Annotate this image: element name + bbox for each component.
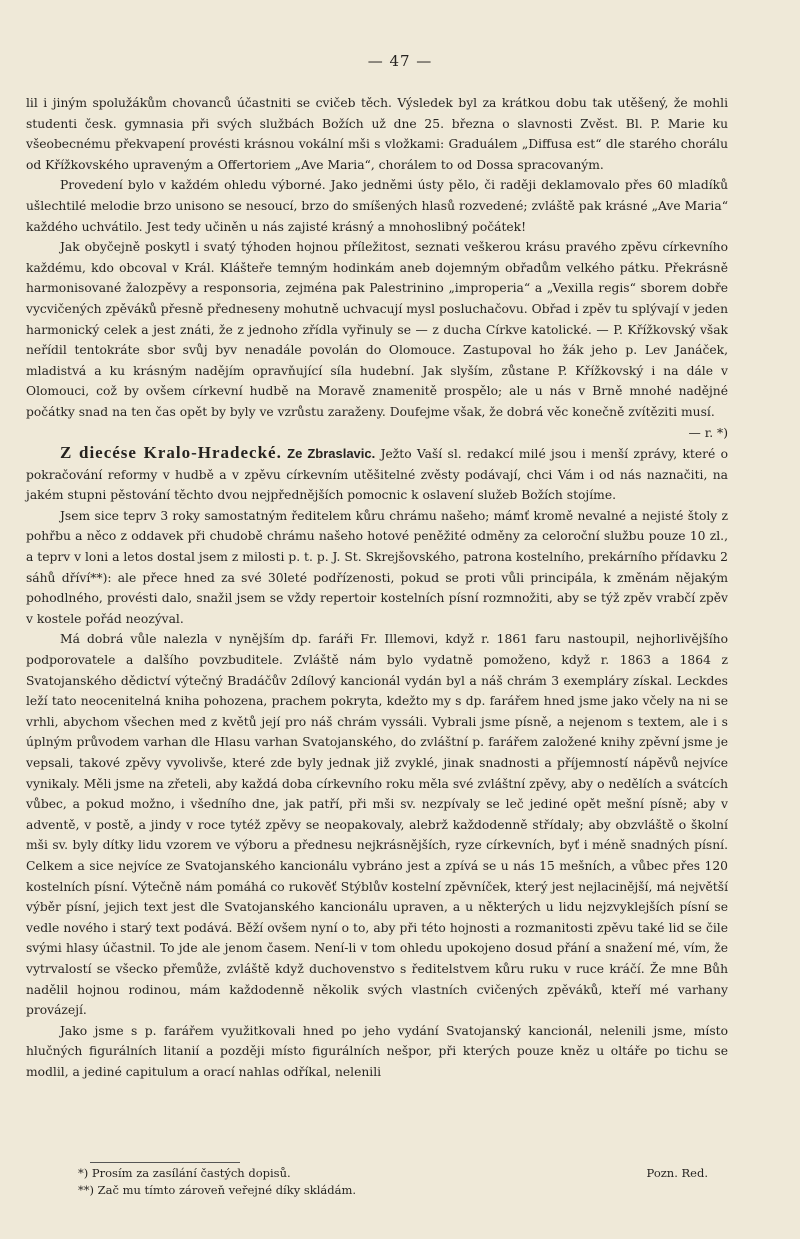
paragraph: Jak obyčejně poskytl i svatý týhoden hojnou příležitost, seznati veškerou krásu pravého zpěvu církevního každému, kdo obcoval v Král. Klášteře temným hodinkám aneb dojemným obřadům velkého pátku. Překrásně harmonisované žalozpěvy a responsoria, zejména pak Palestrinino „improperia“ a „Vexilla regis“ sborem dobře vycvičených zpěváků přesně předneseny mohutně uchvacují mysl posluchačovu. Obřad i zpěv tu splývají v jeden harmonický celek a jest znáti, že z jednoho zřídla vyřinuly se — z ducha Církve katolické. — P. Křížkovský však neřídil tentokráte sbor svůj byv nenadále povolán do Olomouce. Zastupoval ho žák jeho p. Lev Janáček, mladistvá a ku krásným nadějím opravňující síla hudební. Jak slyším, zůstane P. Křížkovský i na dále v Olomouci, což by ovšem církevní hudbě na Moravě znamenitě prospělo; ale u nás v Brně mnohé nadějné počátky snad na ten čas opět by byly ve vzrůstu zaraženy. Doufejme však, že dobrá věc konečně zvítěziti musí. — [26, 240, 728, 419]
section-start — [26, 443, 728, 506]
footnote-text: **) Zač mu tímto zároveň veřejné díky skládám. — [78, 1183, 357, 1197]
section-subheading: Ze Zbraslavic. — [287, 446, 376, 462]
footnote — [78, 1182, 708, 1199]
footnote-divider — [90, 1162, 240, 1163]
body-text — [26, 93, 728, 1083]
paragraph: lil i jiným spolužákům chovanců účastniti se cvičeb těch. Výsledek byl za krátkou dobu tak utěšený, že mohli studenti česk. gymnasia při svých službách Božích už dne 25. března o slavnosti Zvěst. Bl. P. Marie ku všeobecnému překvapení provésti krásnou vokální mši s vložkami: Graduálem „Diffusa est“ dle starého chorálu od Křížkovského upraveným a Offertoriem „Ave Maria“, chorálem to od Dossa spracovaným. — [26, 96, 728, 172]
paragraph: Má dobrá vůle nalezla v nynějším dp. faráři Fr. Illemovi, když r. 1861 faru nastoupil, nejhorlivějšího podporovatele a dalšího povzbuditele. Zvláště nám bylo vydatně pomoženo, když r. 1863 a 1864 z Svatojanského dědictví výtečný Bradáčův 2dílový kancionál vydán byl a náš chrám 3 exempláry získal. Leckdes leží tato neocenitelná kniha pohozena, prachem pokryta, kdežto my s dp. farářem hned jsme jako včely na ni se vrhli, abychom všechen med z květů její pro náš chrám vyssáli. Vybrali jsme písně, a nejenom s textem, ale i s úplným průvodem varhan dle Hlasu varhan Svatojanského, do zvláštní p. farářem založené knihy zpěvní jsme je vepsali, takové zpěvy vyvolivše, které zde byly jednak již zvyklé, jinak snadnosti a příjemností nápěvů nejvíce vynikaly. Měli jsme na zřeteli, aby každá doba církevního roku měla své zvláštní zpěvy, aby o nedělích a svátcích vůbec, a pokud možno, i všedního dne, jak patří, při mši sv. nezpívaly se leč jediné opět mešní písně; aby v adventě, v postě, a jindy v roce tytéž zpěvy se neopakovaly, alebrž každodenně střídaly; aby obzvláště o školní mši sv. byly dítky lidu vzorem ve výboru a přednesu nejkrásnějších, ryze církevních, byť i méně snadných písní. Celkem a sice nejvíce ze Svatojanského kancionálu vybráno jest a zpívá se u nás 15 mešních, a vůbec přes 120 kostelních písní. Výtečně nám pomáhá co rukověť Stýblův kostelní zpěvníček, který jest nejlacinější, má největší výběr písní, jejich text jest dle Svatojanského kancionálu upraven, a u některých u lidu nejzvyklejších písní se vedle nového i starý text podává. Běží ovšem nyní o to, aby při této hojnosti a rozmanitosti zpěvu také lid se čile svými hlasy účastnil. To jde ale jenom časem. Není-li v tom ohledu upokojeno dosud přání a snažení mé, vím, že vytrvalostí se všecko přemůže, zvláště když duchovenstvo s ředitelstvem kůru ruku v ruce kráčí. Že mne Bůh nadělil hojnou rodinou, mám každodenně několik svých vlastních cvičených zpěváků, kteří mé varhany provázejí. — [26, 632, 728, 1018]
section-lead: Ježto Vaší sl. redakcí milé jsou i menší zprávy, které o pokračování reformy v hudbě a v zpěvu církevním utěšitelné zvěsty podávají, chci Vám i od nás naznačiti, na jakém stupni pěstování těchto dvou nejpřednějších pomocnic k oslavení služeb Božích stojíme. — [26, 447, 728, 503]
page-number: — 47 — — [367, 52, 433, 70]
paragraph: Jako jsme s p. farářem využitkovali hned po jeho vydání Svatojanský kancionál, nelenili jsme, místo hlučných figurálních litanií a později místo figurálních nešpor, při kterých pouze kněz u oltáře po tichu se modlil, a jediné capitulum a orací nahlas odříkal, nelenili — [26, 1023, 728, 1079]
footnote-text: *) Prosím za zasílání častých dopisů. — [78, 1166, 291, 1180]
footnote-credit: Pozn. Red. — [646, 1166, 708, 1180]
footnote — [78, 1165, 708, 1182]
section-heading: Z diecése Kralo-Hradecké. — [60, 443, 282, 463]
paragraph: Jsem sice teprv 3 roky samostatným ředitelem kůru chrámu našeho; mámť kromě nevalné a nejisté štoly z pohřbu a něco z oddavek při chudobě chrámu našeho hotové peněžité odměny za celoroční službu pouze 10 zl., a teprv v loni a letos dostal jsem z milosti p. t. p. J. St. Skrejšovského, patrona kostelního, prekárního přídavku 2 sáhů dříví**): ale přece hned za své 30leté podřízenosti, pokud se proti vůli principála, k změnám nějakým pohodlného, provésti dalo, snažil jsem se vždy repertoir kostelních písní rozmnožiti, aby se týž zpěv vrabčí zpěv v kostele pořád neozýval. — [26, 508, 728, 626]
signoff: — r. *) — [688, 425, 728, 440]
footnotes — [78, 1165, 708, 1199]
paragraph: Provedení bylo v každém ohledu výborné. Jako jedněmi ústy pělo, či raději deklamovalo přes 60 mladíků ušlechtilé melodie brzo unisono se nesoucí, brzo do smíšených hlasů rozvedené; zvláště pak krásné „Ave Maria“ každého uchvátilo. Jest tedy učiněn u nás zajisté krásný a mnohoslibný počátek! — [26, 178, 728, 234]
